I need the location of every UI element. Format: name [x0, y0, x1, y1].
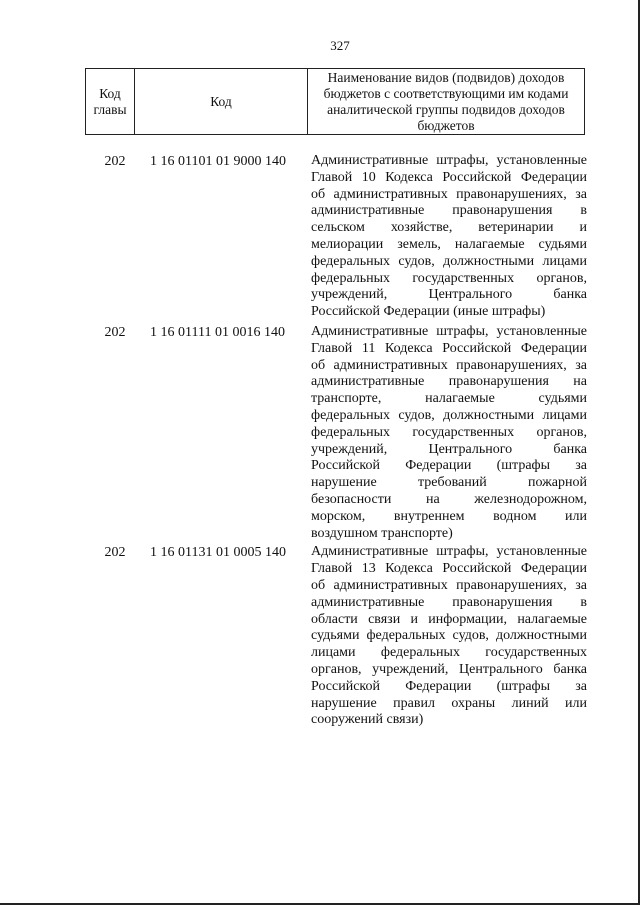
- header-name-line-2: бюджетов с соответствующими им кодами: [323, 85, 569, 101]
- chapter-code: 202: [104, 545, 126, 561]
- description-line: области связи и информации, налагаемые: [311, 611, 587, 627]
- description-line: сельском хозяйстве, ветеринарии и: [311, 220, 587, 236]
- table-row: [0, 324, 640, 542]
- description-line: нарушение правил охраны линий или: [311, 695, 587, 711]
- description: [311, 544, 587, 729]
- description-line: об административных правонарушениях, за: [311, 357, 587, 373]
- description-line: Главой 11 Кодекса Российской Федерации: [311, 340, 587, 356]
- budget-code: 1 16 01111 01 0016 140: [150, 324, 285, 340]
- description-line: Административные штрафы, установленные: [311, 153, 587, 168]
- header-chapter-code-line-2: главы: [93, 101, 127, 117]
- description-line: административные правонарушения на: [311, 374, 587, 390]
- description-line: федеральных государственных органов,: [311, 270, 587, 286]
- header-name-line-4: бюджетов: [417, 117, 475, 133]
- description-line: нарушение требований пожарной: [311, 475, 587, 491]
- description-line: транспорте, налагаемые судьями: [311, 391, 587, 407]
- description-line: органов, учреждений, Центрального банка: [311, 661, 587, 677]
- description-line: Главой 10 Кодекса Российской Федерации: [311, 169, 587, 185]
- budget-code: 1 16 01131 01 0005 140: [150, 545, 286, 561]
- description-line: судьями федеральных судов, должностными: [311, 628, 587, 644]
- description-line: сооружений связи): [311, 712, 424, 728]
- description-line: лицами федеральных государственных: [311, 645, 587, 661]
- description-line: Административные штрафы, установленные: [311, 544, 587, 560]
- description-line: Главой 13 Кодекса Российской Федерации: [311, 561, 587, 577]
- page-number: 327: [330, 38, 350, 53]
- description: [311, 324, 587, 542]
- description-line: морском, внутреннем водном или: [311, 508, 587, 524]
- description-line: административные правонарушения в: [311, 594, 587, 610]
- rows-list: [0, 153, 640, 729]
- description: [311, 153, 587, 321]
- header-name: [308, 69, 585, 135]
- description-line: Административные штрафы, установленные: [311, 323, 587, 339]
- description-line: мелиорации земель, налагаемые судьями: [311, 236, 587, 252]
- table-row: [0, 544, 640, 729]
- header-name-line-1: Наименование видов (подвидов) доходов: [327, 69, 565, 85]
- description-line: федеральных судов, должностными лицами: [311, 253, 587, 269]
- budget-code: 1 16 01101 01 9000 140: [150, 154, 286, 169]
- description-line: административные правонарушения в: [311, 203, 587, 219]
- description-line: об административных правонарушениях, за: [311, 577, 587, 593]
- header-table: [85, 68, 585, 135]
- description-line: учреждений, Центрального банка: [311, 441, 587, 457]
- header-name-line-3: аналитической группы подвидов доходов: [327, 101, 565, 117]
- description-line: Российской Федерации (штрафы за: [311, 458, 587, 474]
- description-line: учреждений, Центрального банка: [311, 287, 587, 303]
- table-row: [0, 153, 640, 321]
- description-line: федеральных судов, должностными лицами: [311, 407, 587, 423]
- description-line: Российской Федерации (штрафы за: [311, 678, 587, 694]
- header-code: Код: [135, 69, 308, 135]
- description-line: федеральных государственных органов,: [311, 424, 587, 440]
- description-line: об административных правонарушениях, за: [311, 186, 587, 202]
- chapter-code: 202: [104, 154, 126, 169]
- chapter-code: 202: [104, 324, 126, 340]
- description-line: Российской Федерации (иные штрафы): [311, 304, 546, 320]
- header-chapter-code: [86, 69, 135, 135]
- description-line: безопасности на железнодорожном,: [311, 491, 587, 507]
- header-chapter-code-line-1: Код: [99, 85, 121, 101]
- description-line: воздушном транспорте): [311, 525, 453, 541]
